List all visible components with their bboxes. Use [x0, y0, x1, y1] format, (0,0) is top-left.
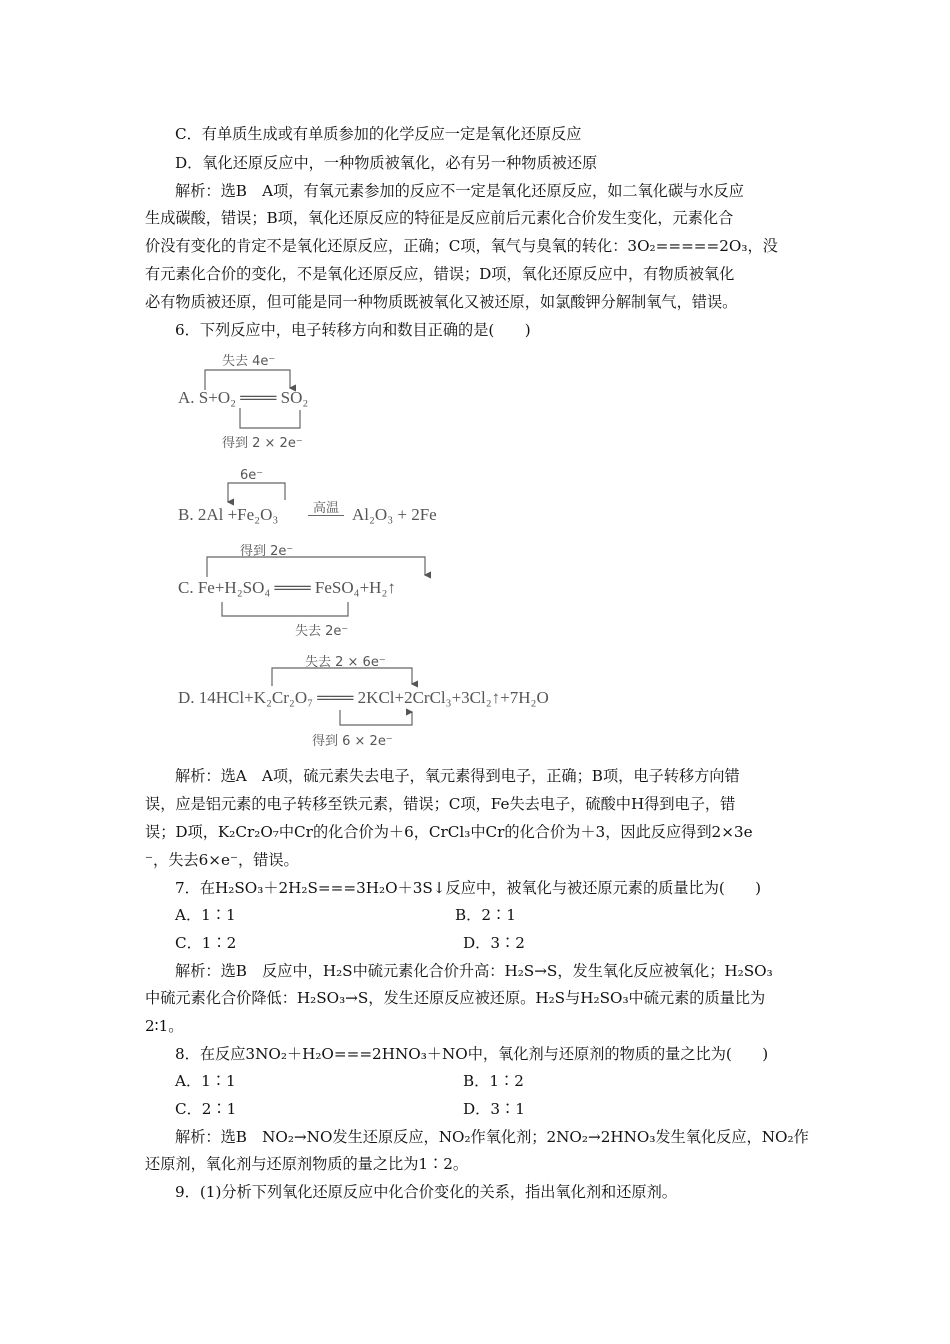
q7-explanation-line: 2∶1。	[145, 1017, 184, 1035]
q6-explanation-line: 解析：选A A项，硫元素失去电子，氧元素得到电子，正确；B项，电子转移方向错	[175, 767, 740, 785]
q8-option-c: C．2∶1	[175, 1100, 237, 1118]
option-d-equation: D. 14HCl+K₂Cr₂O₇ ═══ 2KCl+2CrCl₃+3Cl₂↑+7H₂O	[178, 688, 549, 707]
option-c-bottom-label: 失去 2e⁻	[295, 624, 349, 639]
option-c-equation: C. Fe+H₂SO₄ ═══ FeSO₄+H₂↑	[178, 578, 396, 597]
q7-option-b: B．2∶1	[455, 906, 516, 924]
q8-stem: 8．在反应3NO₂＋H₂O===2HNO₃＋NO中，氧化剂与还原剂的物质的量之比为( )	[175, 1045, 769, 1063]
q9-stem: 9．(1)分析下列氧化还原反应中化合价变化的关系，指出氧化剂和还原剂。	[175, 1183, 677, 1201]
option-d-top-arrow	[272, 668, 412, 686]
option-a-top-label: 失去 4e⁻	[222, 354, 276, 369]
q8-option-d: D．3∶1	[463, 1100, 525, 1118]
option-b-products: Al₂O₃ + 2Fe	[352, 505, 437, 524]
q5-explanation-line: 生成碳酸，错误；B项，氧化还原反应的特征是反应前后元素化合价发生变化，元素化合	[145, 209, 734, 227]
option-b-arrow-line	[308, 515, 344, 516]
q8-option-b: B．1∶2	[463, 1072, 524, 1090]
q8-explanation-line: 还原剂，氧化剂与还原剂物质的量之比为1∶2。	[145, 1155, 469, 1173]
q5-option-d: D．氧化还原反应中，一种物质被氧化，必有另一种物质被还原	[175, 154, 598, 172]
q7-option-c: C．1∶2	[175, 934, 237, 952]
option-c-top-arrow	[207, 557, 425, 577]
q7-option-d: D．3∶2	[463, 934, 525, 952]
option-c-top-label: 得到 2e⁻	[240, 544, 294, 559]
q5-explanation-line: 解析：选B A项，有氧元素参加的反应不一定是氧化还原反应，如二氧化碳与水反应	[175, 182, 744, 200]
q7-explanation-line: 中硫元素化合价降低：H₂SO₃→S，发生还原反应被还原。H₂S与H₂SO₃中硫元素的质量比为	[145, 989, 766, 1007]
q5-explanation-line: 有元素化合价的变化，不是氧化还原反应，错误；D项，氧化还原反应中，有物质被氧化	[145, 265, 735, 283]
option-b-top-label: 6e⁻	[240, 468, 264, 483]
q6-stem: 6．下列反应中，电子转移方向和数目正确的是( )	[175, 321, 531, 339]
q7-stem: 7．在H₂SO₃＋2H₂S===3H₂O＋3S↓反应中，被氧化与被还原元素的质量比为( )	[175, 879, 762, 897]
option-a-top-arrow	[205, 370, 290, 390]
option-d-bottom-label: 得到 6 × 2e⁻	[312, 734, 393, 749]
option-c-bottom-bracket	[222, 602, 348, 616]
option-a-bottom-bracket	[240, 408, 300, 428]
q7-option-a: A．1∶1	[175, 906, 236, 924]
option-b-top-arrow	[228, 483, 285, 502]
q5-explanation-line: 必有物质被还原，但可能是同一种物质既被氧化又被还原，如氯酸钾分解制氧气，错误。	[145, 293, 738, 311]
option-a-equation: A. S+O₂ ═══ SO₂	[178, 388, 309, 407]
q6-explanation-line: 误，应是铝元素的电子转移至铁元素，错误；C项，Fe失去电子，硫酸中H得到电子，错	[145, 795, 736, 813]
q8-option-a: A．1∶1	[175, 1072, 236, 1090]
q5-explanation-line: 价没有变化的肯定不是氧化还原反应，正确；C项，氧气与臭氧的转化：3O₂=====2O₃，没	[145, 237, 778, 255]
option-d-top-label: 失去 2 × 6e⁻	[305, 655, 386, 670]
option-d-bottom-arrow	[340, 710, 412, 725]
q7-explanation-line: 解析：选B 反应中，H₂S中硫元素化合价升高：H₂S→S，发生氧化反应被氧化；H₂SO₃	[175, 962, 773, 980]
option-a-bottom-label: 得到 2 × 2e⁻	[222, 436, 303, 451]
q6-explanation-line: ⁻，失去6×e⁻，错误。	[145, 851, 299, 869]
q6-explanation-line: 误；D项，K₂Cr₂O₇中Cr的化合价为＋6，CrCl₃中Cr的化合价为＋3，因此反应得到2×3e	[145, 823, 753, 841]
option-b-equation: B. 2Al +Fe₂O₃	[178, 505, 279, 524]
option-b-condition: 高温	[313, 501, 340, 516]
q8-explanation-line: 解析：选B NO₂→NO发生还原反应，NO₂作氧化剂；2NO₂→2HNO₃发生氧化反应，NO₂作	[175, 1128, 809, 1146]
q5-option-c: C．有单质生成或有单质参加的化学反应一定是氧化还原反应	[175, 125, 582, 143]
